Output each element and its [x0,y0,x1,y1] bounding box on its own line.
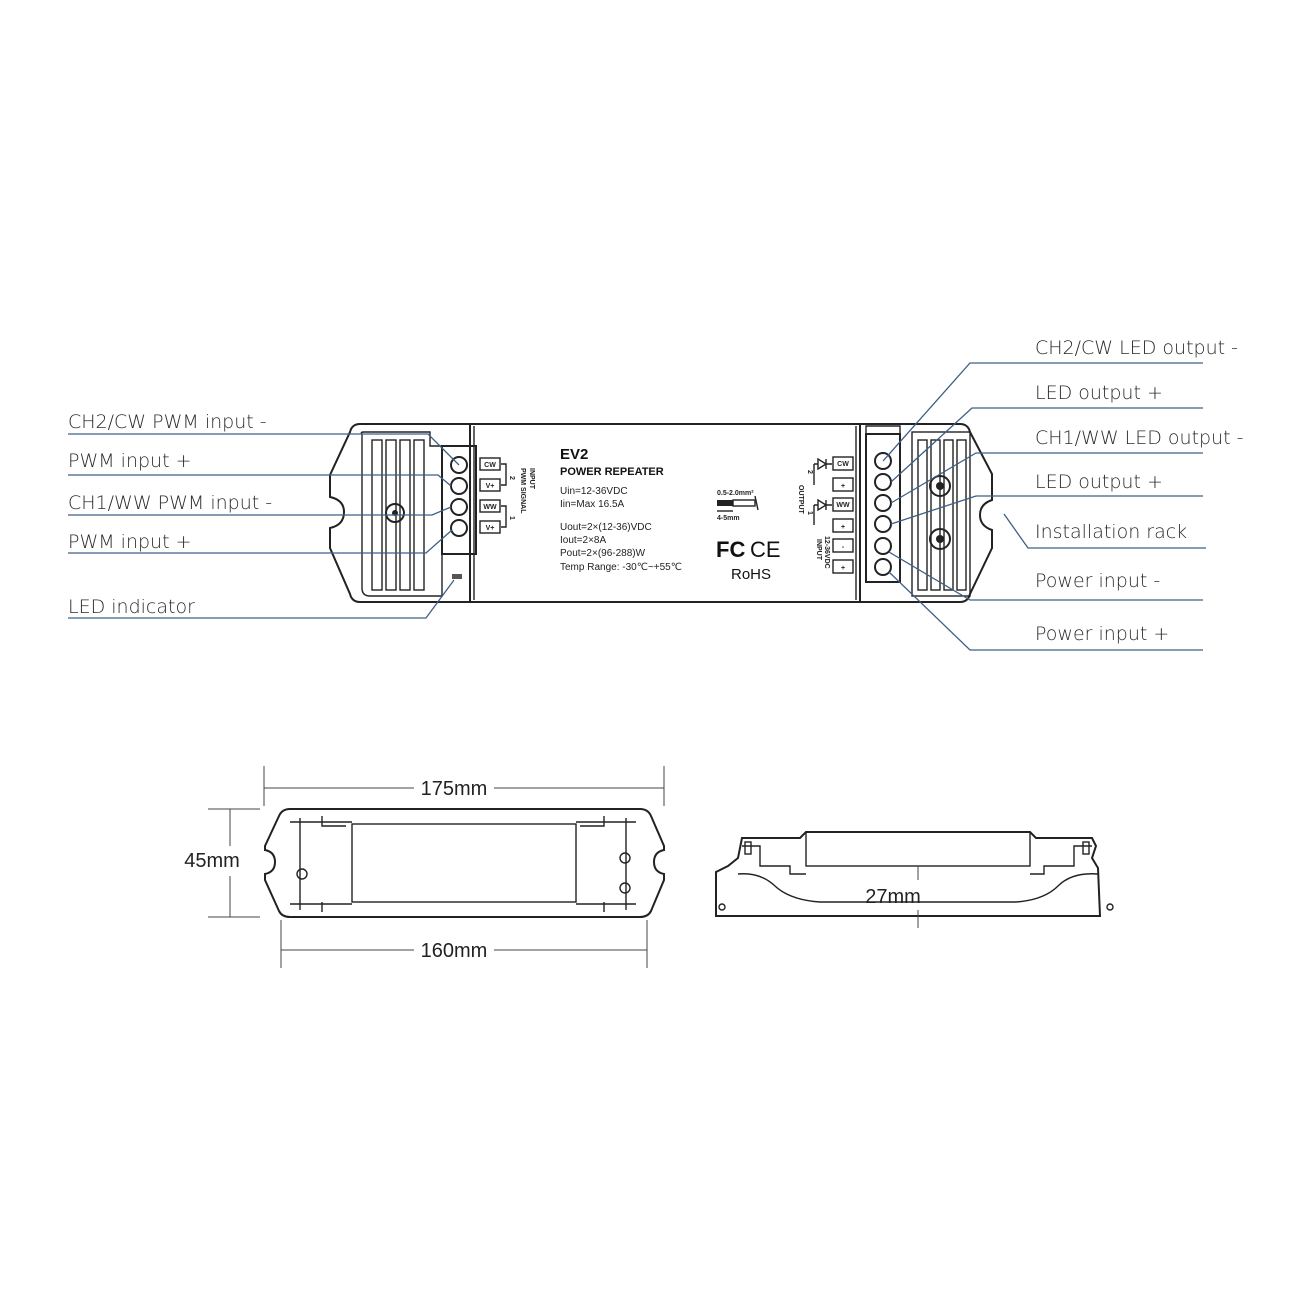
led-indicator [452,574,462,579]
callout-power-input-minus: Power input - [1035,570,1161,592]
model-name: EV2 [560,446,589,463]
spec-temp: Temp Range: -30℃~+55℃ [560,562,682,573]
callout-pwm-input-plus-1: PWM input + [68,450,192,472]
callout-ch1-pwm-input: CH1/WW PWM input - [68,492,273,514]
input-terminal-2 [451,478,467,494]
input-terminal-3 [451,499,467,515]
dimension-length-body: 160mm [420,940,488,962]
spec-uout: Uout=2×(12-36)VDC [560,522,652,533]
leader-led-plus-2 [891,496,1203,524]
output-label-plus1: + [840,483,846,490]
output-ch2-num: 2 [806,470,813,474]
fcc-logo: FC [716,537,746,562]
spec-uin: Uin=12-36VDC [560,486,628,497]
spec-iout: Iout=2×8A [560,535,607,546]
callout-installation-rack: Installation rack [1035,521,1188,543]
wire-strip-icon [717,490,758,522]
power-terminal-minus [875,538,891,554]
output-block-title: OUTPUT [797,485,804,514]
spec-pout: Pout=2×(96-288)W [560,548,646,559]
dimension-height: 27mm [865,886,921,908]
power-block-title: INPUT [815,539,822,560]
dimension-width: 45mm [184,850,240,872]
callout-ch2-led-output: CH2/CW LED output - [1035,337,1238,359]
output-ch1-num: 1 [806,511,813,515]
callout-led-indicator: LED indicator [68,596,195,618]
input-ch1-num: 1 [508,516,515,520]
input-block-title: INPUT [528,468,535,489]
input-ch2-num: 2 [508,476,515,480]
model-subtitle: POWER REPEATER [560,466,664,478]
wire-gauge: 0.5-2.0mm² [717,490,754,497]
input-label-cw: CW [484,462,496,469]
callout-led-output-plus-1: LED output + [1035,382,1163,404]
spec-iin: Iin=Max 16.5A [560,499,625,510]
input-label-v2: V+ [485,525,495,532]
dimension-top-view [184,766,664,968]
output-label-cw: CW [837,461,849,468]
input-label-ww: WW [483,504,497,511]
power-label-minus: - [841,544,845,551]
right-callouts [883,337,1243,650]
input-block-subtitle: PWM SIGNAL [519,468,526,514]
input-terminal-4 [451,520,467,536]
strip-length: 4-5mm [717,515,740,522]
ce-logo: CE [750,537,781,562]
power-block-subtitle: 12-36VDC [823,536,830,569]
output-label-ww: WW [836,502,850,509]
rohs-logo: RoHS [731,566,772,583]
leader-pwm-plus-1 [68,475,451,486]
power-label-plus: + [840,565,846,572]
power-terminal-plus [875,559,891,575]
output-terminal-2 [875,474,891,490]
output-terminal-3 [875,495,891,511]
output-legend [797,457,853,573]
output-terminal-4 [875,516,891,532]
input-label-v1: V+ [485,483,495,490]
callout-led-output-plus-2: LED output + [1035,471,1163,493]
callout-power-input-plus: Power input + [1035,623,1170,645]
dimension-side-view [716,832,1113,928]
dimension-length-total: 175mm [420,778,488,800]
callout-pwm-input-plus-2: PWM input + [68,531,192,553]
callout-ch2-pwm-input: CH2/CW PWM input - [68,411,267,433]
left-cooling-fins [361,432,442,596]
output-terminal-block [866,426,900,582]
output-label-plus2: + [840,524,846,531]
callout-ch1-led-output: CH1/WW LED output - [1035,427,1244,449]
